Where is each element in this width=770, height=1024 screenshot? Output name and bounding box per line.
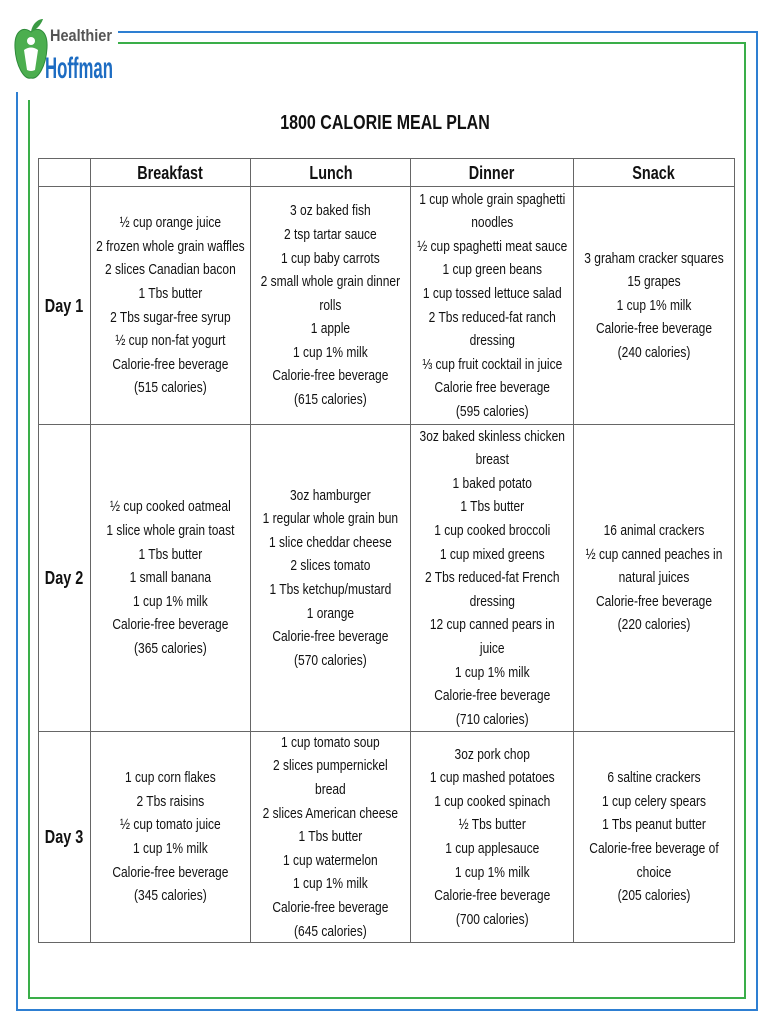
day3-label-cell (39, 732, 91, 943)
meal-item: 2 tsp tartar sauce (284, 225, 377, 243)
meal-item: Calorie-free beverage (433, 887, 551, 905)
meal-item: 1 cup celery spears (601, 792, 707, 810)
meal-item: (700 calories) (455, 910, 529, 928)
meal-item: 2 Tbs raisins (136, 792, 205, 810)
header-breakfast: Breakfast (137, 162, 204, 183)
meal-item: Calorie-free beverage (272, 367, 389, 385)
meal-item: 3oz hamburger (290, 486, 371, 504)
meal-item: 15 grapes (627, 273, 681, 291)
day1-lunch-cell (251, 187, 411, 425)
meal-item: dressing (469, 592, 515, 610)
frame-line-green-left (28, 100, 30, 999)
meal-item: ⅓ cup fruit cocktail in juice (421, 355, 563, 373)
meal-item: dressing (469, 332, 515, 350)
meal-item: 1 baked potato (452, 474, 532, 492)
logo-text-healthier: Healthier (50, 26, 113, 45)
meal-item: 1 cup 1% milk (454, 663, 530, 681)
meal-item: 1 cup 1% milk (133, 840, 208, 857)
meal-item-list (91, 495, 250, 660)
meal-item-list (251, 484, 410, 673)
meal-item: 2 slices American cheese (262, 804, 399, 822)
meal-item-list (574, 519, 734, 637)
header-snack: Snack (632, 162, 676, 183)
meal-item: (710 calories) (455, 710, 529, 728)
header-breakfast-cell (91, 159, 251, 187)
frame-line-blue-bottom (16, 1009, 758, 1011)
day-label: Day 3 (45, 827, 84, 847)
meal-item: rolls (319, 296, 342, 314)
meal-item-list (411, 743, 573, 932)
meal-item: Calorie-free beverage (272, 628, 389, 646)
meal-item: 1 cup corn flakes (125, 769, 216, 787)
meal-item: breast (475, 451, 509, 469)
meal-item: 1 cup mixed greens (439, 545, 545, 563)
meal-item: natural juices (618, 569, 690, 587)
meal-item: 1 Tbs butter (298, 828, 363, 846)
meal-item: (515 calories) (134, 379, 207, 397)
day1-snack-cell (574, 187, 735, 425)
meal-item: ½ cup non-fat yogurt (115, 332, 226, 350)
header-corner-cell (39, 159, 91, 187)
meal-item: (205 calories) (617, 887, 691, 905)
meal-item: 6 saltine crackers (607, 769, 701, 787)
meal-item: 3 graham cracker squares (584, 249, 724, 267)
meal-item: 1 cup tomato soup (281, 733, 380, 751)
meal-item-list (574, 247, 734, 365)
meal-item-list (251, 199, 410, 411)
meal-item: Calorie-free beverage (433, 687, 551, 705)
day2-breakfast-cell (91, 425, 251, 732)
meal-item: ½ cup spaghetti meat sauce (416, 237, 568, 255)
meal-item: ½ cup canned peaches in (585, 545, 723, 563)
meal-item: Calorie-free beverage (112, 355, 229, 373)
meal-item: (365 calories) (134, 639, 207, 657)
meal-item: 2 Tbs reduced-fat ranch (428, 308, 556, 326)
meal-item-list (251, 731, 410, 943)
day3-snack-cell (574, 732, 735, 943)
logo-text-hoffman: Hoffman (45, 52, 113, 85)
meal-item-list (91, 211, 250, 400)
meal-item: 16 animal crackers (603, 522, 705, 540)
day3-breakfast-cell (91, 732, 251, 943)
meal-item: ½ cup cooked oatmeal (110, 498, 231, 516)
meal-item: (220 calories) (617, 616, 691, 634)
day1-dinner-cell (411, 187, 574, 425)
header-dinner: Dinner (469, 162, 515, 183)
meal-item: 2 Tbs reduced-fat French (424, 569, 560, 587)
meal-item: Calorie-free beverage (112, 863, 229, 881)
meal-item: (615 calories) (294, 391, 367, 409)
frame-line-green-top (118, 42, 746, 44)
meal-item: Calorie-free beverage (272, 898, 389, 916)
meal-item: 1 Tbs butter (460, 498, 524, 516)
meal-item: 3oz pork chop (454, 745, 530, 763)
meal-item: Calorie-free beverage of (589, 840, 719, 857)
frame-line-blue-top (118, 31, 758, 33)
meal-item: bread (315, 781, 346, 799)
page-title: 1800 CALORIE MEAL PLAN (280, 112, 490, 134)
meal-item: 1 cup watermelon (283, 851, 378, 869)
day1-label-cell (39, 187, 91, 425)
day2-label-cell (39, 425, 91, 732)
meal-item: juice (479, 639, 505, 657)
meal-item: 1 apple (310, 320, 351, 338)
meal-item: 1 Tbs butter (138, 284, 203, 302)
meal-item: 1 small banana (129, 569, 212, 587)
meal-item: 2 slices pumpernickel (273, 757, 388, 775)
day2-lunch-cell (251, 425, 411, 732)
meal-item: 1 cup green beans (442, 261, 542, 279)
meal-item-list (574, 766, 734, 908)
meal-item: 2 small whole grain dinner (260, 273, 401, 291)
meal-item: 1 cup mashed potatoes (429, 769, 555, 787)
day-label: Day 1 (45, 295, 84, 316)
day1-breakfast-cell (91, 187, 251, 425)
meal-item: 1 cup 1% milk (454, 863, 530, 881)
meal-item: ½ cup orange juice (119, 214, 222, 232)
day3-dinner-cell (411, 732, 574, 943)
frame-line-blue-right (756, 31, 758, 1011)
meal-item: 1 cup whole grain spaghetti (418, 190, 566, 208)
meal-item: Calorie-free beverage (595, 320, 713, 338)
meal-item: 1 cup cooked broccoli (433, 522, 551, 540)
meal-item: 1 cup baby carrots (281, 249, 380, 267)
meal-item: 1 slice cheddar cheese (269, 533, 392, 551)
meal-item: 1 cup 1% milk (293, 343, 368, 361)
frame-line-green-bottom (28, 997, 746, 999)
day2-dinner-cell (411, 425, 574, 732)
meal-item: (595 calories) (455, 402, 529, 420)
frame-line-green-right (744, 42, 746, 999)
header-snack-cell (574, 159, 735, 187)
meal-item: Calorie-free beverage (112, 616, 229, 634)
meal-item: 1 slice whole grain toast (106, 522, 235, 540)
meal-item: (240 calories) (617, 343, 691, 361)
meal-item: ½ cup tomato juice (120, 816, 221, 834)
meal-item: Calorie free beverage (434, 379, 550, 397)
meal-item: ½ Tbs butter (458, 816, 526, 834)
meal-item-list (411, 188, 573, 424)
meal-plan-table (38, 158, 735, 943)
meal-item: 1 cup cooked spinach (433, 792, 551, 810)
meal-item: 12 cup canned pears in (429, 616, 555, 634)
day3-lunch-cell (251, 732, 411, 943)
meal-item: 1 Tbs peanut butter (602, 816, 706, 834)
meal-item: 2 slices tomato (290, 557, 371, 575)
meal-item: (645 calories) (294, 922, 367, 940)
meal-item: 3 oz baked fish (290, 202, 371, 220)
meal-item: (345 calories) (134, 887, 207, 905)
meal-item: noodles (470, 214, 514, 232)
meal-item: 3oz baked skinless chicken (419, 427, 565, 445)
meal-item: 1 orange (306, 604, 355, 622)
meal-item-list (91, 766, 250, 908)
meal-item: (570 calories) (294, 651, 367, 669)
header-lunch: Lunch (308, 162, 353, 183)
meal-item: 2 frozen whole grain waffles (96, 237, 245, 255)
day-label: Day 2 (45, 568, 84, 588)
meal-item: Calorie-free beverage (595, 592, 713, 610)
day2-snack-cell (574, 425, 735, 732)
meal-item: 1 cup tossed lettuce salad (422, 284, 562, 302)
meal-item: 1 Tbs ketchup/mustard (269, 581, 392, 598)
apple-icon (15, 19, 47, 78)
header-dinner-cell (411, 159, 574, 187)
meal-item-list (411, 425, 573, 732)
meal-item: 1 cup 1% milk (133, 592, 208, 610)
healthier-hoffman-logo (12, 12, 117, 92)
meal-item: 1 cup 1% milk (616, 296, 692, 314)
meal-item: 2 Tbs sugar-free syrup (110, 308, 231, 326)
meal-item: 1 cup applesauce (444, 840, 540, 857)
meal-item: 2 slices Canadian bacon (105, 261, 236, 279)
header-lunch-cell (251, 159, 411, 187)
meal-item: 1 cup 1% milk (293, 875, 368, 893)
meal-item: choice (636, 863, 672, 881)
meal-item: 1 Tbs butter (138, 545, 203, 563)
meal-item: 1 regular whole grain bun (262, 510, 399, 528)
frame-line-blue-left (16, 92, 18, 1011)
